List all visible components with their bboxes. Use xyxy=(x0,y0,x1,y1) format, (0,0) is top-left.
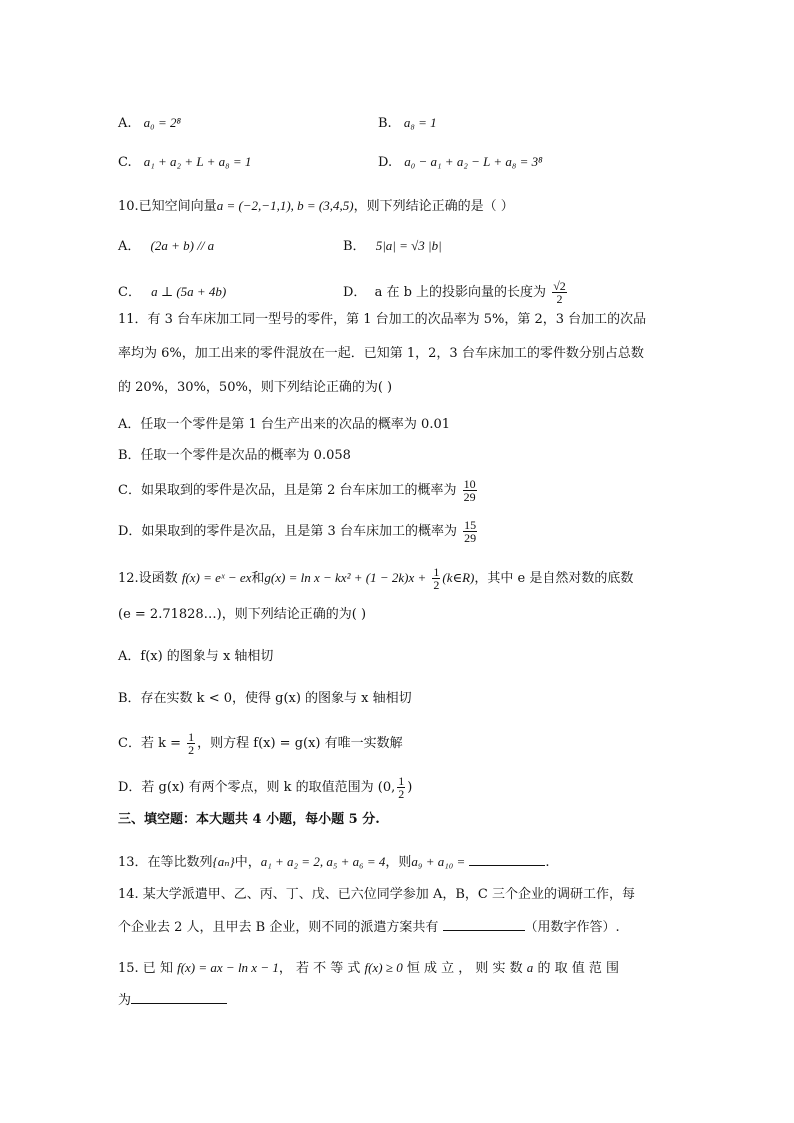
fraction-denominator: 29 xyxy=(464,531,477,545)
q12-option-c xyxy=(118,731,403,756)
q12-stem-line1 xyxy=(118,566,633,591)
fraction-denominator: 2 xyxy=(188,743,195,757)
fraction-denominator: 29 xyxy=(463,490,476,504)
option-expr: a₀ = 2⁸ xyxy=(143,115,181,130)
answer-blank[interactable] xyxy=(131,989,227,1004)
option-label: D． xyxy=(343,285,367,300)
option-text: D．如果取到的零件是次品，且是第 3 台车床加工的概率为 xyxy=(118,524,457,539)
option-text: a 在 b 上的投影向量的长度为 xyxy=(374,285,547,300)
q13 xyxy=(118,851,550,872)
q10-option-c xyxy=(118,283,226,302)
fraction-numerator: √2 xyxy=(553,279,566,293)
fraction-numerator: 10 xyxy=(463,477,476,491)
q10-option-d xyxy=(343,280,569,305)
option-expr: a ⊥ (5a + 4b) xyxy=(151,284,227,299)
option-label: C. xyxy=(118,155,132,170)
option-text: D．若 g(x) 有两个零点，则 k 的取值范围为 (0, xyxy=(118,780,396,795)
q15-f-def: f(x) = ax − ln x − 1 xyxy=(177,960,279,975)
q10-option-b xyxy=(343,237,442,256)
option-text: C．若 k = xyxy=(118,736,181,751)
q15-ineq: f(x) ≥ 0 xyxy=(364,960,403,975)
q13-mid: 中， xyxy=(234,855,261,870)
fraction xyxy=(552,280,567,305)
q13-end: . xyxy=(545,855,550,870)
fraction xyxy=(432,566,440,591)
q13-pre: 13．在等比数列 xyxy=(118,855,213,870)
q9-option-a xyxy=(118,114,181,133)
q13-seq: {aₙ} xyxy=(212,854,235,869)
q10-stem-pre: 10.已知空间向量 xyxy=(118,199,217,214)
q14-pre: 个企业去 2 人，且甲去 B 企业，则不同的派遣方案共有 xyxy=(118,920,439,935)
q10-vectors: a = (−2,−1,1), b = (3,4,5) xyxy=(216,198,354,213)
q13-ask: a₉ + a₁₀ = xyxy=(411,854,466,869)
q12-option-b: B．存在实数 k < 0，使得 g(x) 的图象与 x 轴相切 xyxy=(118,691,412,706)
fraction-numerator: 15 xyxy=(464,518,477,532)
fraction-numerator: 1 xyxy=(188,730,195,744)
q11-option-a: A．任取一个零件是第 1 台生产出来的次品的概率为 0.01 xyxy=(118,417,451,432)
option-expr: 5|a| = √3 |b| xyxy=(375,238,442,253)
q14-line1: 14. 某大学派遣甲、乙、丙、丁、戊、已六位同学参加 A，B，C 三个企业的调研工作，每 xyxy=(118,887,635,902)
q12-stem-line2: (e = 2.71828…)，则下列结论正确的为( ) xyxy=(118,607,367,622)
q14-post: （用数字作答）. xyxy=(524,920,620,935)
q12-g-tail: (k∈R) xyxy=(442,570,475,585)
fraction xyxy=(187,731,195,756)
q12-option-a: A．f(x) 的图象与 x 轴相切 xyxy=(118,649,274,664)
q12-pre: 12.设函数 xyxy=(118,571,178,586)
q12-g-def: g(x) = ln x − kx² + (1 − 2k)x + xyxy=(264,570,427,585)
q9-option-d xyxy=(378,153,543,172)
option-text: C．如果取到的零件是次品，且是第 2 台车床加工的概率为 xyxy=(118,483,457,498)
fraction-numerator: 1 xyxy=(433,565,440,579)
q15-post: 恒 成 立 ， 则 实 数 xyxy=(406,961,523,976)
q12-f-def: f(x) = eˣ − ex xyxy=(181,570,252,585)
section-heading: 三、填空题：本大题共 4 小题，每小题 5 分. xyxy=(118,812,380,827)
q13-cond: a₁ + a₂ = 2, a₅ + a₆ = 4 xyxy=(260,854,386,869)
q12-post: ，其中 e 是自然对数的底数 xyxy=(474,571,634,586)
q9-option-c xyxy=(118,153,251,172)
option-label: D. xyxy=(378,155,393,170)
option-text-tail: ) xyxy=(407,780,413,795)
option-label: C． xyxy=(118,285,141,300)
answer-blank[interactable] xyxy=(469,851,545,866)
q13-post: ，则 xyxy=(385,855,412,870)
q15-line2 xyxy=(118,989,227,1010)
q11-option-c xyxy=(118,478,479,503)
q11-option-d xyxy=(118,519,479,544)
fraction-denominator: 2 xyxy=(433,578,440,592)
q15-a: a xyxy=(526,960,534,975)
q15-pre: 15. 已 知 xyxy=(118,961,173,976)
option-expr: a₁ + a₂ + L + a₈ = 1 xyxy=(143,154,252,169)
q11-stem-line3: 的 20%，30%，50%，则下列结论正确的为( ) xyxy=(118,380,393,395)
q15-line2-text: 为 xyxy=(118,993,132,1008)
fraction-denominator: 2 xyxy=(556,292,563,306)
q9-option-b xyxy=(378,114,437,133)
fraction-denominator: 2 xyxy=(398,787,405,801)
fraction-numerator: 1 xyxy=(398,774,405,788)
q10-option-a xyxy=(118,237,214,256)
q11-option-b: B．任取一个零件是次品的概率为 0.058 xyxy=(118,448,351,463)
option-text-tail: ，则方程 f(x) = g(x) 有唯一实数解 xyxy=(197,736,403,751)
q14-line2 xyxy=(118,916,620,937)
q11-stem-line1: 11．有 3 台车床加工同一型号的零件，第 1 台加工的次品率为 5%，第 2，3 台加工的次品 xyxy=(118,312,647,327)
fraction xyxy=(397,775,405,800)
q15-line1 xyxy=(118,959,619,978)
answer-blank[interactable] xyxy=(443,916,525,931)
option-expr: (2a + b) // a xyxy=(150,238,215,253)
option-label: B. xyxy=(378,116,392,131)
option-expr: a₈ = 1 xyxy=(403,115,437,130)
q15-tail: 的 取 值 范 围 xyxy=(537,961,619,976)
option-label: A． xyxy=(118,239,141,254)
q12-option-d xyxy=(118,775,412,800)
fraction xyxy=(463,519,477,544)
option-label: A. xyxy=(118,116,132,131)
option-label: B． xyxy=(343,239,366,254)
fraction xyxy=(463,478,477,503)
q10-stem xyxy=(118,197,514,216)
q11-stem-line2: 率均为 6%，加工出来的零件混放在一起．已知第 1，2，3 台车床加工的零件数分别占总数 xyxy=(118,346,644,361)
q15-mid: ， 若 不 等 式 xyxy=(278,961,361,976)
q10-stem-post: ，则下列结论正确的是（ ） xyxy=(353,199,514,214)
option-expr: a₀ − a₁ + a₂ − L + a₈ = 3⁸ xyxy=(404,154,543,169)
q12-and: 和 xyxy=(251,571,265,586)
